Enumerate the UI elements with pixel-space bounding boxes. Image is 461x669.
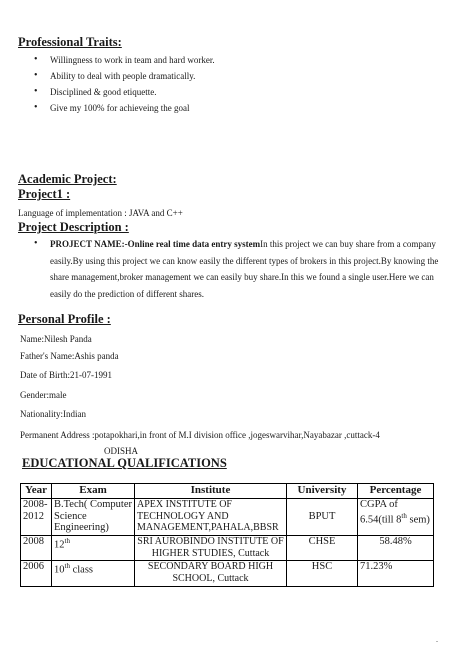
list-item: • Give my 100% for achieveing the goal <box>34 100 215 116</box>
father-name-line: Father's Name:Ashis panda <box>20 351 119 361</box>
institute-cell: SECONDARY BOARD HIGH SCHOOL, Cuttack <box>135 561 287 587</box>
project-description <box>34 236 455 302</box>
percentage-cell: 71.23% <box>358 561 434 587</box>
institute-cell: APEX INSTITUTE OF TECHNOLOGY AND MANAGEMENT,PAHALA,BBSR <box>135 499 287 536</box>
percentage-cell: CGPA of 6.54(till 8th sem) <box>358 499 434 536</box>
table-header-row <box>21 484 434 499</box>
list-item: • Disciplined & good etiquette. <box>34 84 215 100</box>
page-mark: . <box>436 635 438 644</box>
table-row <box>21 561 434 587</box>
address-line: Permanent Address :potapokhari,in front of M.I division office ,jogeswarvihar,Nayabazar ,cuttack-4 <box>20 430 380 440</box>
percentage-cell: 58.48% <box>358 536 434 561</box>
exam-cell: 12th <box>52 536 135 561</box>
exam-cell: 10th class <box>52 561 135 587</box>
project-text: In this project we can buy share from a company easily.By using this project we can know easily the different types of brokers in this project.By knowing the share management,broker management we can easily buy share.In this we found a single user.Here we can easily do the prediction of different shares. <box>50 239 439 299</box>
academic-project-heading: Academic Project: <box>18 172 117 186</box>
education-heading: EDUCATIONAL QUALIFICATIONS <box>22 456 227 470</box>
institute-cell: SRI AUROBINDO INSTITUTE OF HIGHER STUDIES, Cuttack <box>135 536 287 561</box>
nationality-line: Nationality:Indian <box>20 409 86 419</box>
language-line: Language of implementation : JAVA and C++ <box>18 208 183 218</box>
column-header: University <box>287 484 358 499</box>
column-header: Exam <box>52 484 135 499</box>
list-item: • Ability to deal with people dramatically. <box>34 68 215 84</box>
university-cell: CHSE <box>287 536 358 561</box>
column-header: Percentage <box>358 484 434 499</box>
address-continuation: ODISHA <box>104 446 139 456</box>
list-item: • Willingness to work in team and hard worker. <box>34 52 215 68</box>
project-label: Project1 : <box>18 187 71 201</box>
table-row <box>21 536 434 561</box>
professional-traits-heading: Professional Traits: <box>18 35 122 49</box>
column-header: Institute <box>135 484 287 499</box>
project-description-heading: Project Description : <box>18 220 129 234</box>
personal-profile-heading: Personal Profile : <box>18 312 111 326</box>
university-cell: HSC <box>287 561 358 587</box>
project-name-label: PROJECT NAME:-Online real time data entry system <box>50 239 261 249</box>
year-cell: 2008 <box>21 536 52 561</box>
university-cell: BPUT <box>287 499 358 536</box>
dob-line: Date of Birth:21-07-1991 <box>20 370 112 380</box>
year-cell: 2008-2012 <box>21 499 52 536</box>
table-row <box>21 499 434 536</box>
education-table <box>20 483 434 587</box>
year-cell: 2006 <box>21 561 52 587</box>
exam-cell: B.Tech( Computer Science Engineering) <box>52 499 135 536</box>
column-header: Year <box>21 484 52 499</box>
gender-line: Gender:male <box>20 390 67 400</box>
traits-list <box>34 52 215 116</box>
name-line: Name:Nilesh Panda <box>20 334 92 344</box>
